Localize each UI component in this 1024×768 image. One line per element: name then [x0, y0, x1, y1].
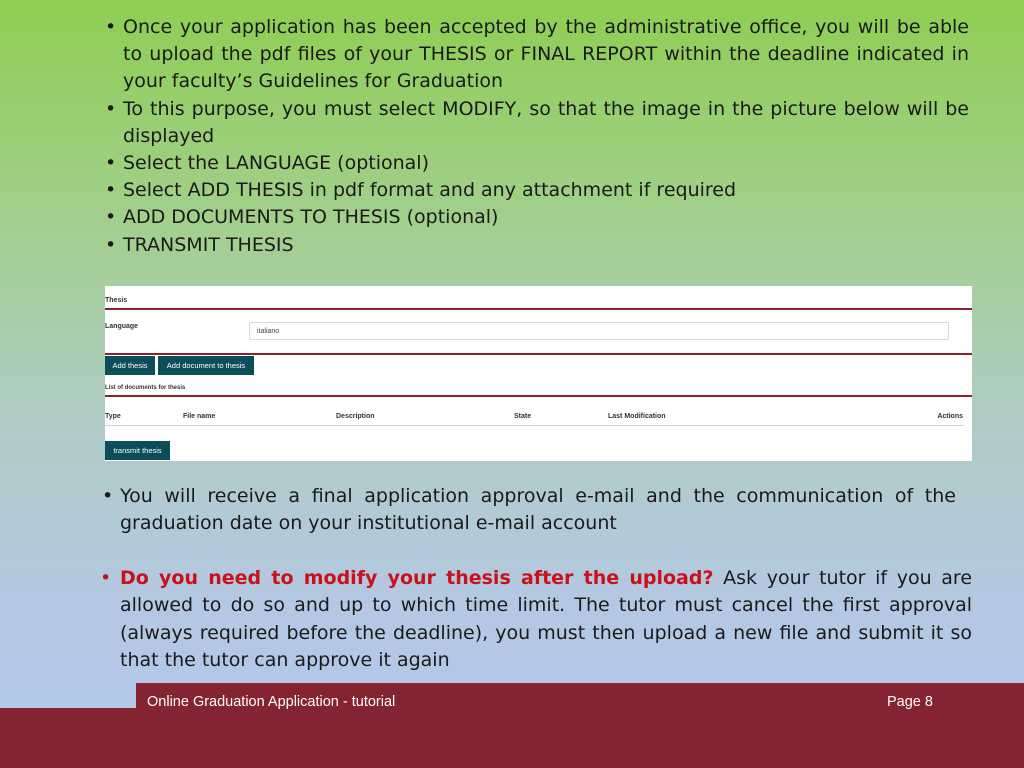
- column-header-actions: Actions: [937, 413, 963, 420]
- language-select[interactable]: italiano: [249, 322, 949, 340]
- section-divider: [105, 353, 972, 355]
- instruction-list: [103, 14, 969, 259]
- column-header-state: State: [514, 413, 532, 420]
- thesis-form-screenshot: [105, 286, 972, 461]
- column-header-last-modification: Last Modification: [608, 413, 666, 420]
- instruction-item: • ADD DOCUMENTS TO THESIS (optional): [103, 204, 969, 231]
- modify-text: [100, 565, 972, 675]
- footer-title: Online Graduation Application - tutorial: [147, 694, 396, 710]
- column-header-file-name: File name: [183, 413, 216, 420]
- documents-list-label: List of documents for thesis: [105, 385, 186, 391]
- instruction-item: • Once your application has been accepted by the administrative office, you will be able to upload the pdf files of your THESIS or FINAL REPORT within the deadline indicated in your faculty’s Guidelines for Graduation: [103, 14, 969, 96]
- transmit-thesis-button[interactable]: transmit thesis: [105, 441, 170, 460]
- add-thesis-button[interactable]: Add thesis: [105, 356, 155, 375]
- instruction-item: • Select ADD THESIS in pdf format and any attachment if required: [103, 177, 969, 204]
- column-header-type: Type: [105, 413, 121, 420]
- section-divider: [105, 395, 972, 397]
- modify-note: [100, 565, 972, 675]
- add-document-button[interactable]: Add document to thesis: [158, 356, 254, 375]
- modify-answer: Ask your tutor if you are allowed to do so and up to which time limit. The tutor must cancel the first approval (always required before the deadline), you must then upload a new file and submit it so that the tutor can approve it again: [120, 567, 973, 672]
- approval-note: [100, 483, 956, 538]
- instruction-item: • TRANSMIT THESIS: [103, 232, 969, 259]
- section-title: Thesis: [105, 297, 128, 304]
- approval-text: • You will receive a final application approval e-mail and the communication of the graduation date on your institutional e-mail account: [100, 483, 956, 538]
- column-header-description: Description: [336, 413, 375, 420]
- page-number: Page 8: [887, 694, 933, 710]
- section-divider: [105, 308, 972, 310]
- language-label: Language: [105, 323, 139, 330]
- instruction-item: • To this purpose, you must select MODIFY, so that the image in the picture below will be displayed: [103, 96, 969, 150]
- instruction-item: • Select the LANGUAGE (optional): [103, 150, 969, 177]
- table-divider: [105, 425, 964, 426]
- modify-question: Do you need to modify your thesis after the upload?: [120, 567, 714, 589]
